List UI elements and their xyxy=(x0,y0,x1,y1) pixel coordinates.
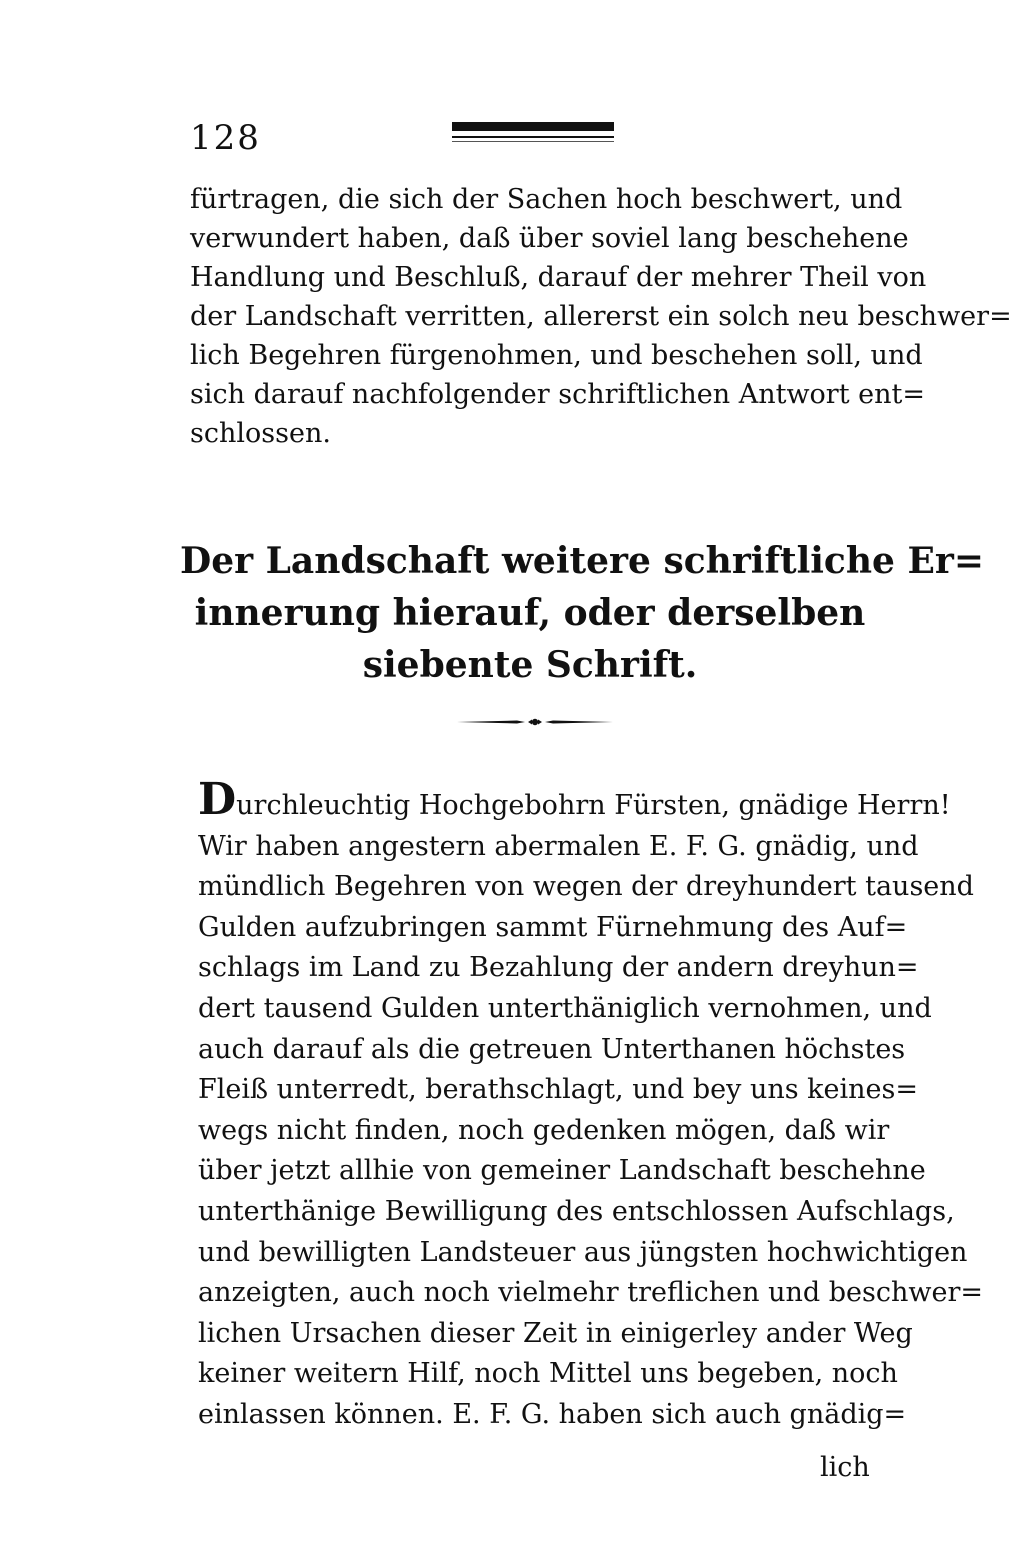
ornament-divider xyxy=(455,714,615,730)
header-rule-thick xyxy=(452,122,614,131)
text-line: über jetzt allhie von gemeiner Landschaft beschehne xyxy=(198,1155,926,1187)
header-rule-thin xyxy=(452,136,614,138)
paragraph-continued xyxy=(190,180,1012,453)
text-line: fürtragen, die sich der Sachen hoch beschwert, und xyxy=(190,184,903,215)
catchword: lich xyxy=(820,1452,870,1483)
text-line: einlassen können. E. F. G. haben sich auch gnädig= xyxy=(198,1398,907,1430)
text-line: Gulden aufzubringen sammt Fürnehmung des Auf= xyxy=(198,911,908,943)
page-number: 128 xyxy=(190,118,261,158)
text-line: Handlung und Beschluß, darauf der mehrer Theil von xyxy=(190,262,927,293)
text-line: anzeigten, auch noch vielmehr treflichen und beschwer= xyxy=(198,1277,984,1309)
text-line: Fleiß unterredt, berathschlagt, und bey uns keines= xyxy=(198,1074,918,1106)
text-line: keiner weitern Hilf, noch Mittel uns begeben, noch xyxy=(198,1358,898,1390)
header-rule xyxy=(452,122,614,142)
header-rule-hair xyxy=(452,141,614,142)
text-line: unterthänige Bewilligung des entschlossen Aufschlags, xyxy=(198,1195,955,1227)
section-heading xyxy=(180,535,985,691)
text-line: und bewilligten Landsteuer aus jüngsten hochwichtigen xyxy=(198,1236,968,1268)
heading-line: Der Landschaft weitere schriftliche Er= xyxy=(180,540,985,582)
text-line: mündlich Begehren von wegen der dreyhundert tausend xyxy=(198,871,974,903)
text-line: der Landschaft verritten, allererst ein solch neu beschwer= xyxy=(190,301,1012,332)
heading-line: siebente Schrift. xyxy=(362,644,698,686)
text-line: wegs nicht finden, noch gedenken mögen, daß wir xyxy=(198,1114,890,1146)
text-line: auch darauf als die getreuen Unterthanen höchstes xyxy=(198,1033,906,1065)
text-line: schlags im Land zu Bezahlung der andern dreyhun= xyxy=(198,952,919,984)
text-line: verwundert haben, daß über soviel lang beschehene xyxy=(190,223,909,254)
text-line: lich Begehren fürgenohmen, und beschehen soll, und xyxy=(190,340,923,371)
text-line: sich darauf nachfolgender schriftlichen Antwort ent= xyxy=(190,379,925,410)
paragraph-main xyxy=(198,774,984,1436)
text-line: Durchleuchtig Hochgebohrn Fürsten, gnädige Herrn! xyxy=(198,774,951,825)
text-line: schlossen. xyxy=(190,418,331,449)
heading-line: innerung hierauf, oder derselben xyxy=(194,592,866,634)
text-line: lichen Ursachen dieser Zeit in einigerley ander Weg xyxy=(198,1317,913,1349)
text-line: dert tausend Gulden unterthäniglich vernohmen, und xyxy=(198,992,932,1024)
text-line: Wir haben angestern abermalen E. F. G. gnädig, und xyxy=(198,830,919,862)
